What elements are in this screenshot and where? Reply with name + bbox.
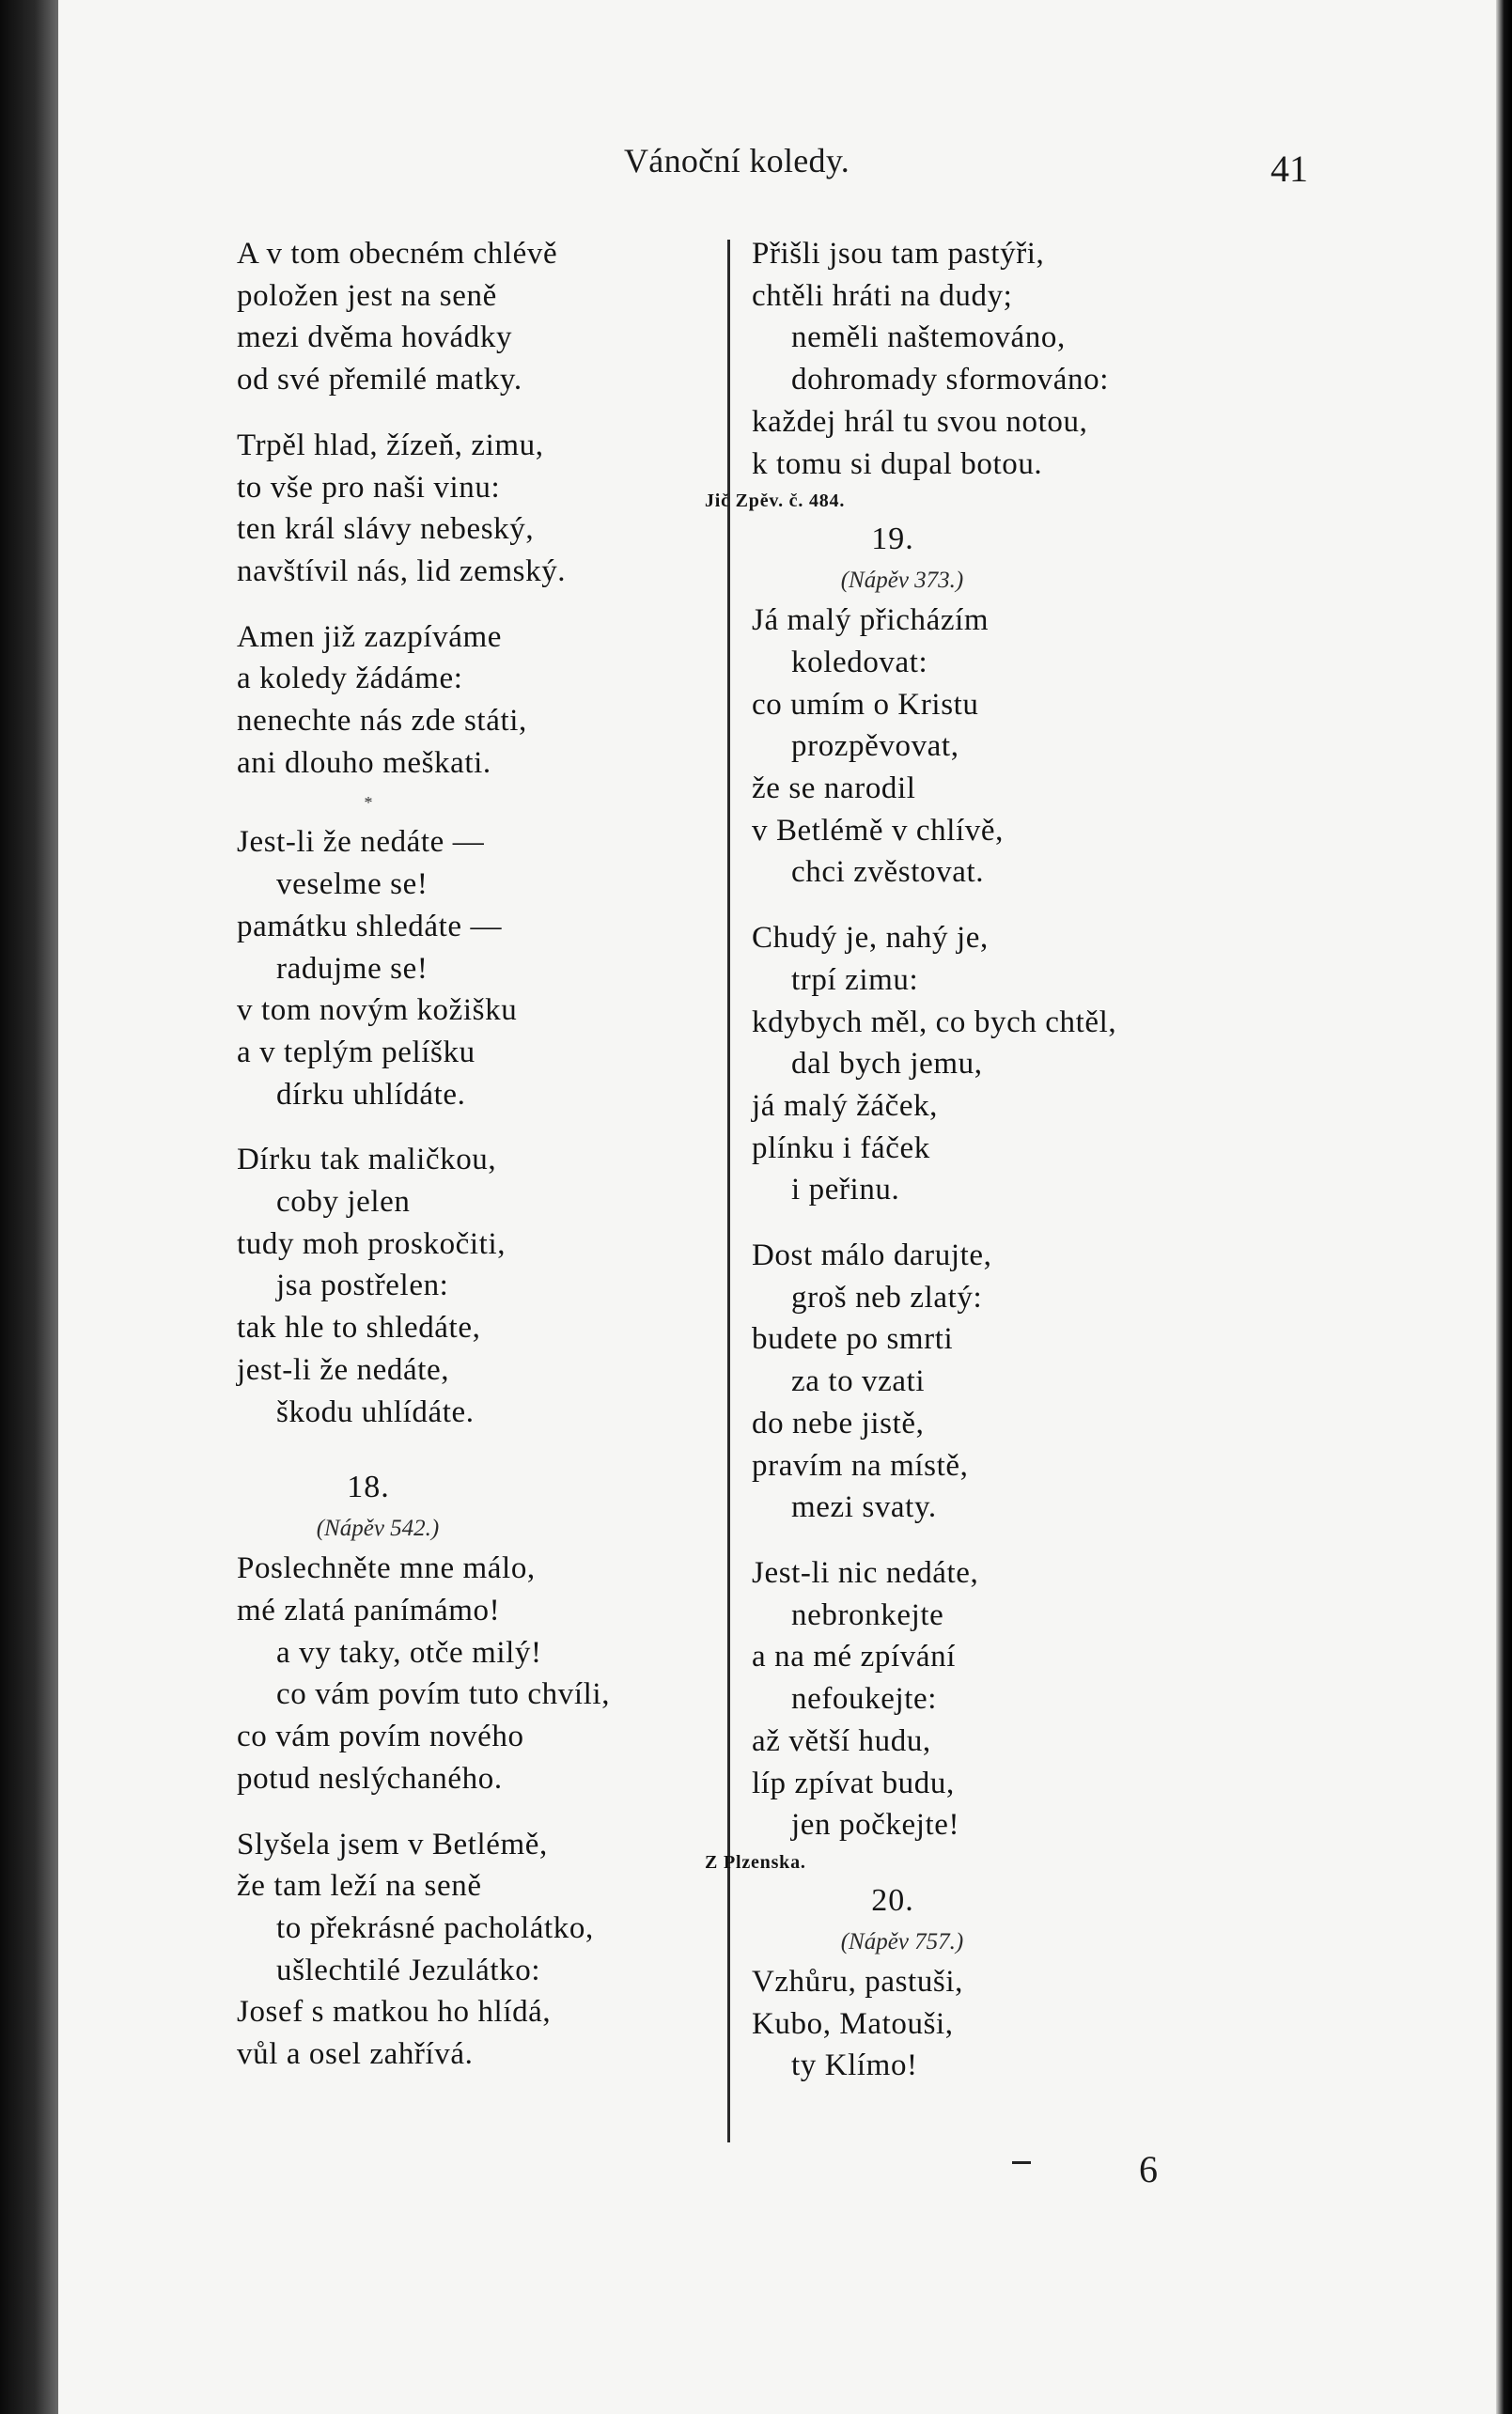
verse-line: co vám povím tuto chvíli, bbox=[276, 1677, 611, 1712]
verse-line: to překrásné pacholátko, bbox=[276, 1910, 594, 1945]
verse-line: a na mé zpívání bbox=[752, 1640, 956, 1674]
verse-line: mezi dvěma hovádky bbox=[237, 320, 513, 355]
section-star: * bbox=[364, 793, 373, 813]
verse-line: tak hle to shledáte, bbox=[237, 1311, 481, 1346]
verse-line: kdybych měl, co bych chtěl, bbox=[752, 1005, 1117, 1039]
verse-line: koledovat: bbox=[791, 645, 928, 679]
stanza bbox=[752, 917, 1410, 1211]
verse-line: radujme se! bbox=[276, 951, 429, 986]
verse-line: ani dlouho meškati. bbox=[237, 745, 491, 780]
verse-line: Dírku tak maličkou, bbox=[237, 1143, 497, 1177]
stanza bbox=[752, 1961, 1410, 2087]
verse-line: Vzhůru, pastuši, bbox=[752, 1964, 963, 1999]
verse-line: pravím na místě, bbox=[752, 1448, 969, 1483]
verse-line: k tomu si dupal botou. bbox=[752, 446, 1043, 481]
verse-line: mé zlatá panímámo! bbox=[237, 1593, 501, 1628]
verse-line: v Betlémě v chlívě, bbox=[752, 813, 1004, 848]
verse-line: a v teplým pelíšku bbox=[237, 1035, 475, 1069]
stanza bbox=[237, 1139, 763, 1433]
verse-line: vůl a osel zahřívá. bbox=[237, 2037, 474, 2072]
verse-line: že se narodil bbox=[752, 771, 916, 806]
running-title: Vánoční koledy. bbox=[624, 142, 850, 179]
source-note: Z Plzenska. bbox=[705, 1851, 806, 1873]
signature-dash bbox=[1012, 2161, 1031, 2164]
verse-line: Slyšela jsem v Betlémě, bbox=[237, 1827, 548, 1861]
left-column bbox=[237, 233, 763, 2076]
verse-line: jen počkejte! bbox=[791, 1808, 960, 1843]
verse-line: Jest-li že nedáte — bbox=[237, 825, 485, 860]
verse-line: jest-li že nedáte, bbox=[237, 1352, 450, 1387]
verse-line: dohromady sformováno: bbox=[791, 363, 1109, 397]
verse-line: groš neb zlatý: bbox=[791, 1280, 983, 1315]
verse-line: co vám povím nového bbox=[237, 1720, 524, 1754]
verse-line: veselme se! bbox=[276, 867, 429, 902]
stanza bbox=[237, 425, 763, 593]
stanza bbox=[237, 233, 763, 401]
signature-mark: 6 bbox=[1139, 2148, 1158, 2190]
verse-line: každej hrál tu svou notou, bbox=[752, 404, 1088, 439]
verse-line: ty Klímo! bbox=[791, 2048, 918, 2083]
verse-line: Já malý přicházím bbox=[752, 603, 990, 638]
stanza bbox=[237, 1548, 763, 1799]
verse-line: co umím o Kristu bbox=[752, 687, 979, 722]
tune-reference: (Nápěv 542.) bbox=[316, 1516, 440, 1542]
verse-line: za to vzati bbox=[791, 1364, 926, 1399]
verse-line: škodu uhlídáte. bbox=[276, 1394, 475, 1429]
verse-line: nebronkejte bbox=[791, 1597, 944, 1632]
page-number: 41 bbox=[1270, 148, 1308, 190]
verse-line: a vy taky, otče milý! bbox=[276, 1635, 542, 1670]
verse-line: plínku i fáček bbox=[752, 1130, 930, 1165]
verse-line: ušlechtilé Jezulátko: bbox=[276, 1953, 541, 1987]
verse-line: A v tom obecném chlévě bbox=[237, 237, 558, 271]
verse-line: chtěli hráti na dudy; bbox=[752, 278, 1013, 313]
song-number: 19. bbox=[871, 522, 914, 557]
song-number: 20. bbox=[871, 1882, 914, 1918]
verse-line: Dost málo darujte, bbox=[752, 1238, 992, 1273]
verse-line: památku shledáte — bbox=[237, 909, 503, 943]
verse-line: Chudý je, nahý je, bbox=[752, 921, 989, 956]
verse-line: neměli naštemováno, bbox=[791, 320, 1066, 355]
verse-line: já malý žáček, bbox=[752, 1088, 939, 1123]
verse-line: Trpěl hlad, žízeň, zimu, bbox=[237, 428, 544, 462]
verse-line: Poslechněte mne málo, bbox=[237, 1551, 536, 1586]
stanza bbox=[237, 821, 763, 1115]
source-note: Jič Zpěv. č. 484. bbox=[705, 491, 846, 512]
stanza bbox=[752, 1552, 1410, 1846]
verse-line: a koledy žádáme: bbox=[237, 662, 463, 696]
book-page bbox=[58, 0, 1496, 2414]
verse-line: od své přemilé matky. bbox=[237, 363, 522, 397]
verse-line: navštívil nás, lid zemský. bbox=[237, 553, 567, 588]
stanza bbox=[752, 1235, 1410, 1529]
verse-line: budete po smrti bbox=[752, 1322, 954, 1357]
tune-reference: (Nápěv 373.) bbox=[840, 568, 964, 594]
verse-line: jsa postřelen: bbox=[276, 1269, 449, 1303]
verse-line: i peřinu. bbox=[791, 1173, 900, 1207]
verse-line: coby jelen bbox=[276, 1185, 411, 1220]
verse-line: chci zvěstovat. bbox=[791, 855, 985, 890]
stanza bbox=[237, 1824, 763, 2076]
page-edge-shadow bbox=[1496, 0, 1512, 2414]
stanza bbox=[237, 616, 763, 785]
verse-line: nenechte nás zde státi, bbox=[237, 704, 527, 739]
verse-line: Amen již zazpíváme bbox=[237, 619, 503, 654]
verse-line: nefoukejte: bbox=[791, 1682, 938, 1717]
stanza bbox=[752, 233, 1410, 485]
verse-line: Josef s matkou ho hlídá, bbox=[237, 1995, 552, 2030]
verse-line: mezi svaty. bbox=[791, 1490, 937, 1525]
stanza bbox=[752, 600, 1410, 894]
verse-line: tudy moh proskočiti, bbox=[237, 1226, 507, 1261]
right-column bbox=[705, 233, 1410, 2087]
verse-line: to vše pro naši vinu: bbox=[237, 470, 501, 505]
verse-line: v tom novým kožišku bbox=[237, 993, 518, 1028]
verse-line: líp zpívat budu, bbox=[752, 1766, 955, 1800]
verse-line: Kubo, Matouši, bbox=[752, 2006, 954, 2041]
verse-line: potud neslýchaného. bbox=[237, 1761, 503, 1796]
verse-line: do nebe jistě, bbox=[752, 1406, 925, 1441]
verse-line: Přišli jsou tam pastýři, bbox=[752, 237, 1045, 271]
verse-line: prozpěvovat, bbox=[791, 729, 959, 764]
verse-line: že tam leží na seně bbox=[237, 1869, 482, 1904]
verse-line: trpí zimu: bbox=[791, 962, 919, 997]
verse-line: položen jest na seně bbox=[237, 278, 497, 313]
song-number: 18. bbox=[347, 1470, 390, 1505]
verse-line: až větší hudu, bbox=[752, 1723, 931, 1758]
verse-line: dírku uhlídáte. bbox=[276, 1077, 466, 1112]
verse-line: dal bych jemu, bbox=[791, 1047, 983, 1082]
verse-line: Jest-li nic nedáte, bbox=[752, 1555, 979, 1590]
book-gutter-shadow bbox=[0, 0, 58, 2414]
page-header bbox=[58, 141, 1496, 188]
verse-line: ten král slávy nebeský, bbox=[237, 512, 535, 547]
tune-reference: (Nápěv 757.) bbox=[840, 1928, 964, 1955]
